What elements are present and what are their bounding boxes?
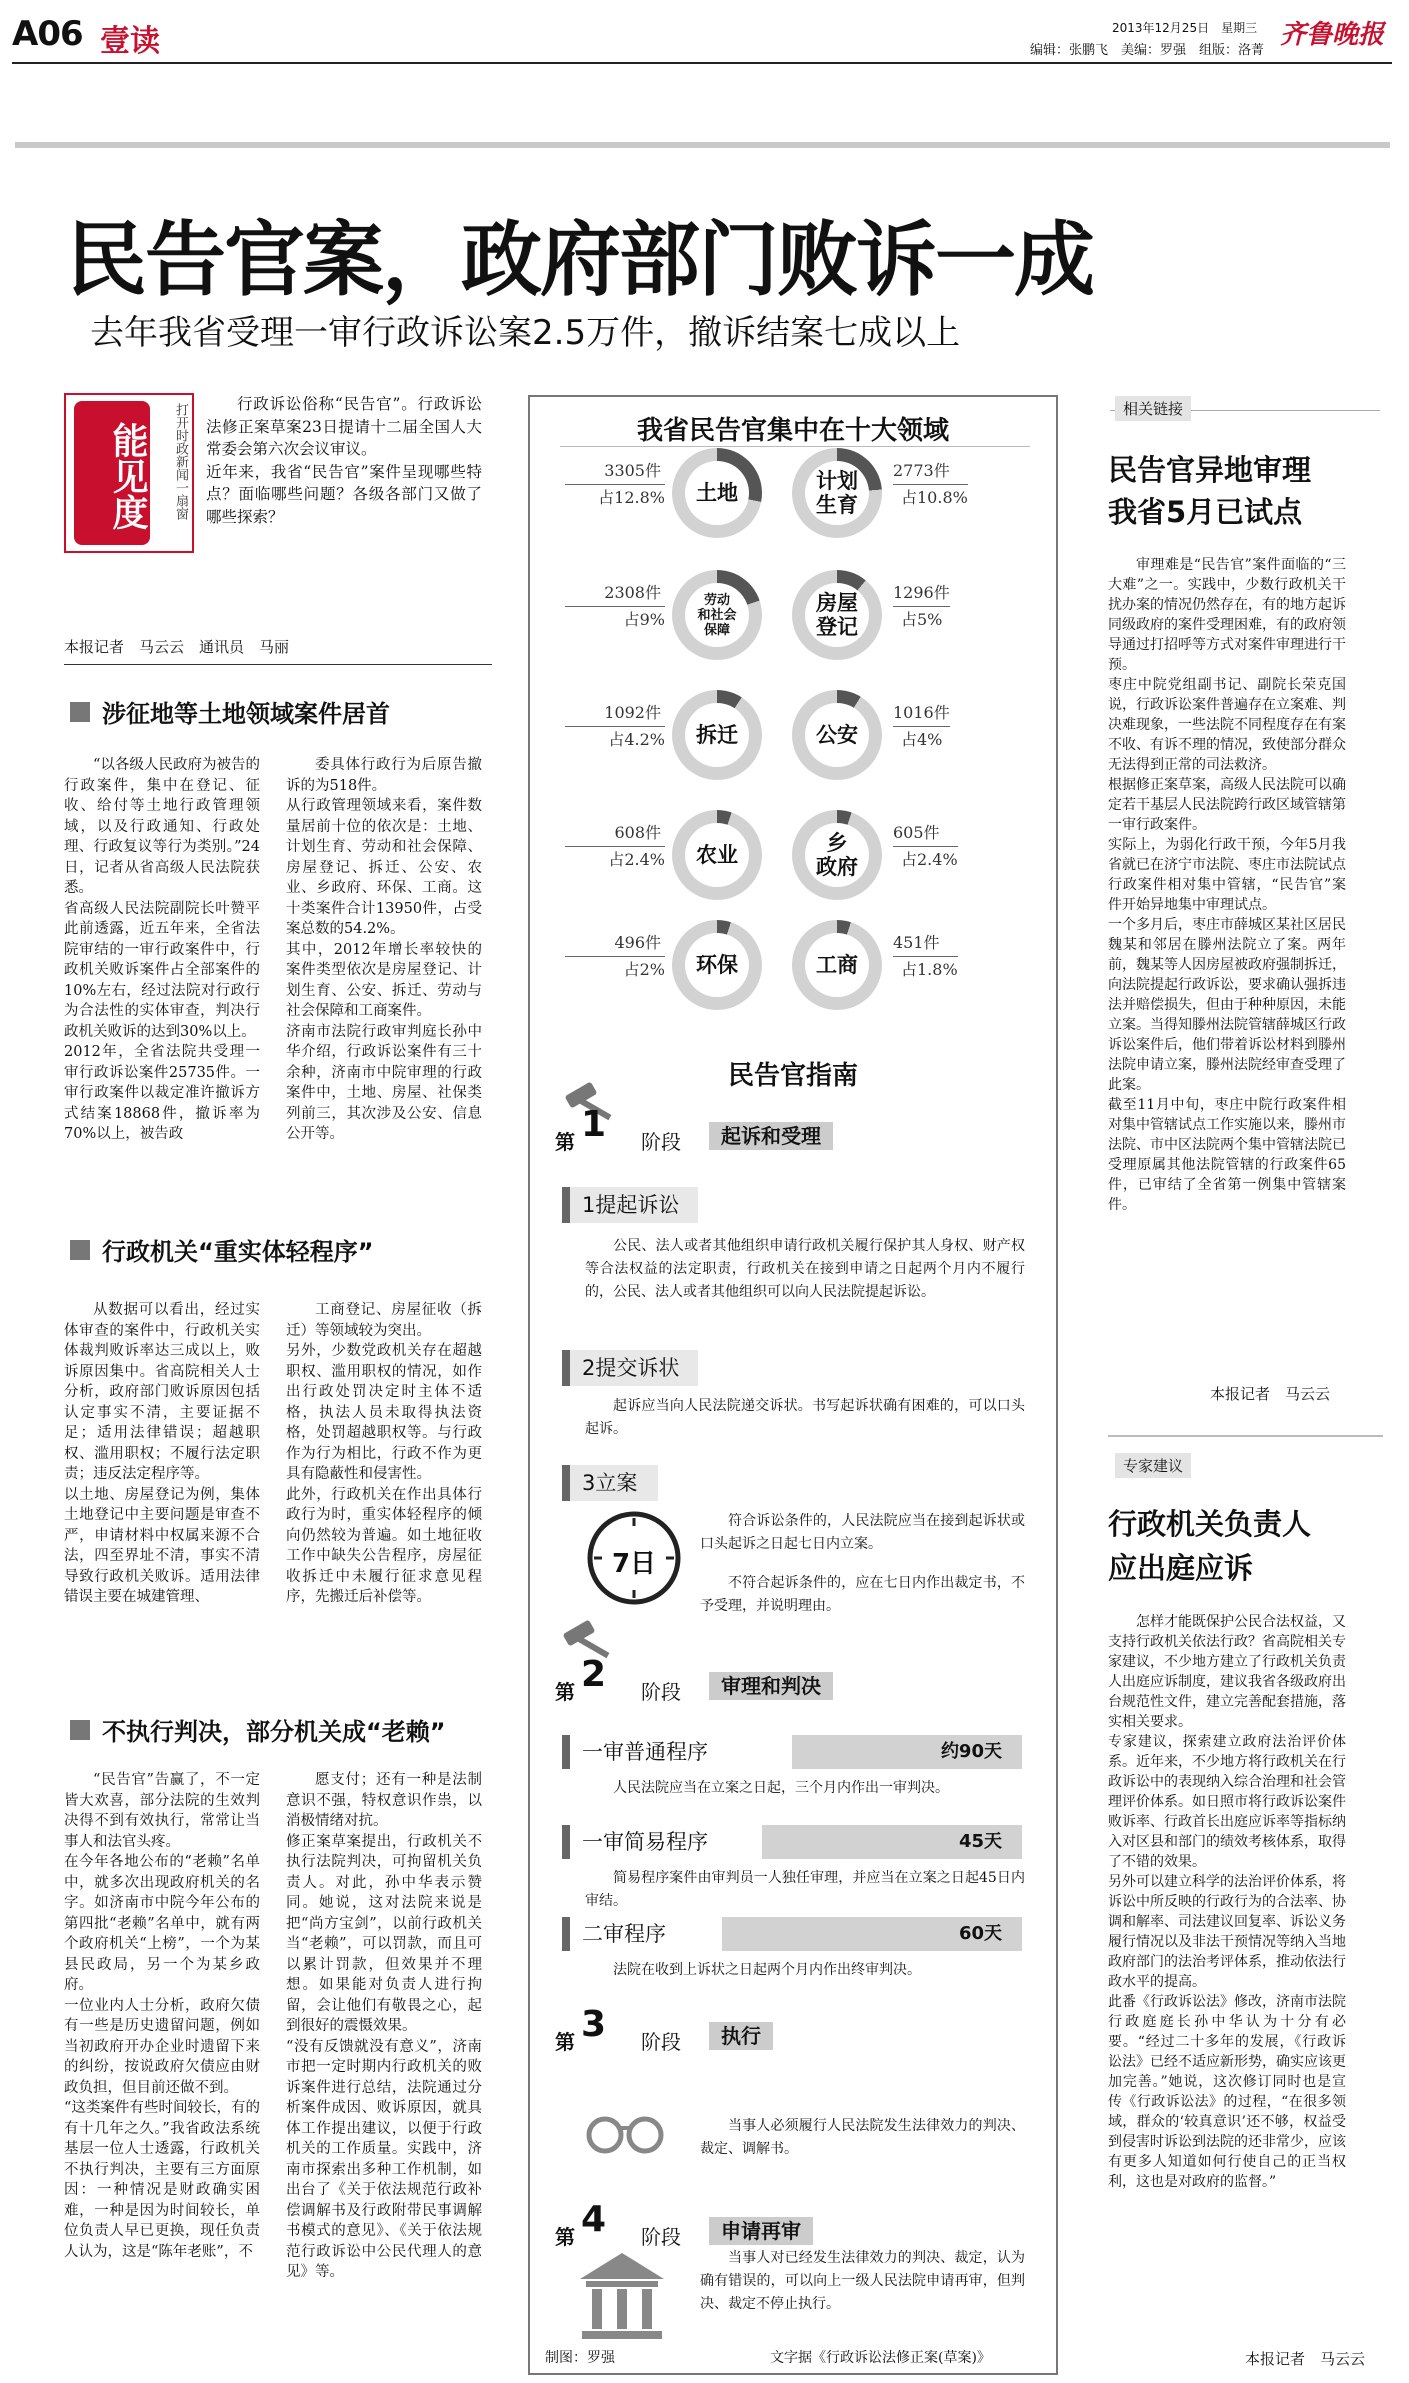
- field-stat-0: [565, 458, 665, 511]
- stage-4: [555, 2199, 1035, 2249]
- field-percent: 占9%: [623, 610, 665, 629]
- step-register-case: 3立案: [562, 1465, 658, 1501]
- clock-label: 7日: [611, 1549, 657, 1579]
- stage-name: 审理和判决: [709, 1672, 833, 1700]
- page-number: A06: [12, 14, 83, 54]
- trial-bar-2: [562, 1917, 1022, 1951]
- sidebar-divider: [1108, 1435, 1383, 1437]
- trial-duration: 60天: [958, 1923, 1002, 1944]
- column-logo: [64, 393, 194, 553]
- subheadline: 去年我省受理一审行政诉讼案2.5万件，撤诉结案七成以上: [90, 313, 961, 353]
- field-count: 2308件: [565, 580, 665, 607]
- field-percent: 占2%: [623, 960, 665, 979]
- trial-bar-0: [562, 1735, 1022, 1769]
- column-logo-side: 打开时政新闻一扇窗: [173, 403, 188, 520]
- trial-text-1: 简易程序案件由审判员一人独任审理，并应当在立案之日起45日内审结。: [585, 1870, 1025, 1909]
- section-heading-2: [70, 1232, 374, 1267]
- field-percent: 占10.8%: [901, 488, 968, 507]
- field-name: 环保: [685, 933, 749, 997]
- field-ring-6: [672, 810, 762, 900]
- header-credits: 编辑：张鹏飞 美编：罗强 组版：洛菁: [1030, 43, 1265, 58]
- section-title-1: 涉征地等土地领域案件居首: [102, 700, 390, 728]
- gavel-icon-2: [560, 1618, 620, 1668]
- stage-name: 起诉和受理: [709, 1122, 833, 1150]
- section2-col2: 工商登记、房屋征收（拆迁）等领域较为突出。 另外，少数党政机关存在超越职权、滥用职权的情况，如作出行政处罚决定时主体不适格，执法人员未取得执法资格，处罚超越职权等。与行政作为行为相比，行政不作为更具有隐蔽性和侵害性。 此外，行政机关在作出具体行政行为时，重实体轻程序的倾向仍然较为普遍。如土地征收工作中缺失公告程序，房屋征收拆迁中未履行征求意见程序，先搬迁后补偿等。: [286, 1302, 482, 1605]
- stage-1: [555, 1104, 1035, 1154]
- field-stat-4: [565, 700, 665, 753]
- stage-number: 1: [581, 1104, 607, 1145]
- step-submit-complaint: 2提交诉状: [562, 1350, 698, 1386]
- field-count: 496件: [565, 930, 665, 957]
- field-percent: 占1.8%: [901, 960, 958, 979]
- field-ring-8: [672, 920, 762, 1010]
- stage-di: 第: [555, 1130, 575, 1154]
- field-count: 2773件: [893, 458, 968, 485]
- step-submit-complaint-text: 起诉应当向人民法院递交诉状。书写起诉状确有困难的，可以口头起诉。: [585, 1398, 1025, 1437]
- sidebar1-title-2: 我省5月已试点: [1108, 495, 1303, 529]
- intro-text: 行政诉讼俗称“民告官”。行政诉讼法修正案草案23日提请十二届全国人大常委会第六次会议审议。 近年来，我省“民告官”案件呈现哪些特点？面临哪些问题？各级各部门又做了哪些探索？: [206, 395, 482, 526]
- field-ring-3: [792, 570, 882, 660]
- field-count: 608件: [565, 820, 665, 847]
- trial-text-0: 人民法院应当在立案之日起，三个月内作出一审判决。: [613, 1780, 949, 1796]
- stage-number: 2: [581, 1654, 607, 1695]
- field-stat-9: [893, 930, 958, 983]
- stage-number: 4: [581, 2199, 607, 2240]
- section3-col1: “民告官”告赢了，不一定皆大欢喜，部分法院的生效判决得不到有效执行，常常让当事人和法官头疼。 在今年各地公布的“老赖”名单中，就多次出现政府机关的名字。如济南市中院今年公布的第四批“老赖”名单中，就有两个政府机关“上榜”，一个为某县民政局，另一个为某乡政府。 一位业内人士分析，政府欠债有一些是历史遗留问题，例如当初政府开办企业时遗留下来的纠纷，按说政府欠债应由财政负担，但目前还做不到。 “这类案件有些时间较长，有的有十几年之久。”我省政法系统基层一位人士透露，行政机关不执行判决，主要有三方面原因：一种情况是财政确实困难，一种是因为时间较长，单位负责人早已更换，现任负责人认为，这是“陈年老账”，不: [64, 1772, 260, 2260]
- trial-name: 一审简易程序: [562, 1825, 762, 1859]
- column-logo-main: 能见度: [74, 401, 150, 545]
- section2-col1: 从数据可以看出，经过实体审查的案件中，行政机关实体裁判败诉率达三成以上，败诉原因集中。省高院相关人士分析，政府部门败诉原因包括认定事实不清，主要证据不足；适用法律错误；超越职权、滥用职权；不履行法定职责；违反法定程序等。 以土地、房屋登记为例，集体土地登记中主要问题是审查不严，申请材料中权属来源不合法，四至界址不清，事实不清导致行政机关败诉。适用法律错误主要在城建管理、: [64, 1302, 260, 1605]
- field-stat-2: [565, 580, 665, 633]
- stage-suffix: 阶段: [641, 2030, 681, 2054]
- retrial-text: 当事人对已经发生法律效力的判决、裁定，认为确有错误的，可以向上一级人民法院申请再审，但判决、裁定不停止执行。: [700, 2250, 1025, 2312]
- stage-name: 申请再审: [709, 2217, 813, 2245]
- section-title-3: 不执行判决，部分机关成“老赖”: [102, 1718, 446, 1746]
- section-marker-3: [70, 1720, 90, 1740]
- field-percent: 占2.4%: [608, 850, 665, 869]
- section-name: 壹读: [100, 24, 160, 59]
- sidebar1-tag: 相关链接: [1115, 396, 1191, 421]
- step-file-suit: 1提起诉讼: [562, 1187, 698, 1223]
- title-rule: [560, 446, 1030, 447]
- stage-di: 第: [555, 2030, 575, 2054]
- section1-col2: 委具体行政行为后原告撤诉的为518件。 从行政管理领域来看，案件数量居前十位的依次是：土地、计划生育、劳动和社会保障、房屋登记、拆迁、公安、农业、乡政府、环保、工商。这十类案件合计13950件，占受案总数的54.2%。 其中，2012年增长率较快的案件类型依次是房屋登记、计划生育、公安、拆迁、劳动与社会保障和工商案件。 济南市法院行政审判庭长孙中华介绍，行政诉讼案件有三十余种，济南市中院审理的行政案件中，土地、房屋、社保类列前三，其次涉及公安、信息公开等。: [286, 757, 482, 1142]
- sidebar2-title-2: 应出庭应诉: [1108, 1551, 1254, 1585]
- field-percent: 占2.4%: [901, 850, 958, 869]
- trial-duration: 约90天: [940, 1741, 1002, 1762]
- field-name: 劳动 和社会 保障: [685, 583, 749, 647]
- field-count: 1092件: [565, 700, 665, 727]
- section3-col2: 愿支付；还有一种是法制意识不强，特权意识作祟，以消极情绪对抗。 修正案草案提出，行政机关不执行法院判决，可拘留机关负责人。对此，孙中华表示赞同。她说，这对法院来说是把“尚方宝剑”，以前行政机关当“老赖”，可以罚款，而且可以累计罚款，但效果并不理想。如果能对负责人进行拘留，会让他们有敬畏之心，起到很好的震慑效果。 “没有反馈就没有意义”，济南市把一定时期内行政机关的败诉案件进行总结，法院通过分析案件成因、败诉原因，就具体工作提出建议，以便于行政机关的工作质量。实践中，济南市探索出多种工作机制，如出台了《关于依法规范行政补偿调解书及行政附带民事调解书模式的意见》、《关于依法规范行政诉讼中公民代理人的意见》等。: [286, 1772, 482, 2280]
- sidebar1-text: 审理难是“民告官”案件面临的“三大难”之一。实践中，少数行政机关干扰办案的情况仍然存在，有的地方起诉同级政府的案件受理困难，有的政府领导通过打招呼等方式对案件审理进行干预。 枣庄中院党组副书记、副院长荣克国说，行政诉讼案件普遍存在立案难、判决难现象，一些法院不同程度存在有案不收、有诉不理的情况，致使部分群众无法得到正常的司法救济。 根据修正案草案，高级人民法院可以确定若干基层人民法院跨行政区域管辖第一审行政案件。 实际上，为弱化行政干预，今年5月我省就已在济宁市法院、枣庄市法院试点行政案件相对集中管辖，“民告官”案件开始异地集中审理试点。 一个多月后，枣庄市薛城区某社区居民魏某和邻居在滕州法院立了案。两年前，魏某等人因房屋被政府强制拆迁，向法院提起行政诉讼，要求确认强拆违法并赔偿损失，但由于种种原因，未能立案。当得知滕州法院管辖薛城区行政诉讼案件后，他们带着诉讼材料到滕州法院申请立案，滕州法院经审查受理了此案。 截至11月中旬，枣庄中院行政案件相对集中管辖试点工作实施以来，滕州市法院、市中区法院两个集中管辖法院已受理原属其他法院管辖的行政案件65件，已审结了全省第一例集中管辖案件。: [1108, 557, 1346, 1213]
- field-name: 拆迁: [685, 703, 749, 767]
- field-name: 房屋 登记: [805, 583, 869, 647]
- field-stat-7: [893, 820, 958, 873]
- trial-bar-1: [562, 1825, 1022, 1859]
- stage-suffix: 阶段: [641, 2225, 681, 2249]
- infographic-title: 我省民告官集中在十大领域: [636, 416, 949, 446]
- top-divider: [15, 142, 1390, 148]
- sidebar2-tag: 专家建议: [1115, 1453, 1191, 1478]
- trial-text-2: 法院在收到上诉状之日起两个月内作出终审判决。: [613, 1962, 921, 1978]
- stage-number: 3: [581, 2004, 607, 2045]
- field-stat-8: [565, 930, 665, 983]
- field-ring-1: [792, 448, 882, 538]
- field-count: 1016件: [893, 700, 950, 727]
- field-stat-6: [565, 820, 665, 873]
- trial-duration: 45天: [958, 1831, 1002, 1852]
- field-count: 451件: [893, 930, 958, 957]
- stage-suffix: 阶段: [641, 1130, 681, 1154]
- handcuffs-icon: [580, 2100, 670, 2160]
- field-ring-9: [792, 920, 882, 1010]
- field-ring-0: [672, 448, 762, 538]
- execution-text: 当事人必须履行人民法院发生法律效力的判决、裁定、调解书。: [700, 2118, 1025, 2157]
- stage-2: [555, 1654, 1035, 1704]
- field-name: 计划 生育: [805, 461, 869, 525]
- byline-rule: [64, 664, 492, 665]
- field-stat-1: [893, 458, 968, 511]
- field-count: 3305件: [565, 458, 665, 485]
- header-rule: [12, 62, 1392, 64]
- step-file-suit-text: 公民、法人或者其他组织申请行政机关履行保护其人身权、财产权等合法权益的法定职责，行政机关在接到申请之日起两个月内不履行的，公民、法人或者其他组织可以向人民法院提起诉讼。: [585, 1238, 1025, 1300]
- credit-left: 制图：罗强: [545, 2350, 615, 2366]
- section-heading-1: [70, 694, 390, 729]
- field-name: 土地: [685, 461, 749, 525]
- headline: 民告官案，政府部门败诉一成: [66, 214, 1094, 308]
- step-register-reject-text: 不符合起诉条件的，应在七日内作出裁定书，不予受理，并说明理由。: [700, 1575, 1025, 1614]
- header-date: 2013年12月25日 星期三: [1112, 21, 1258, 35]
- field-count: 1296件: [893, 580, 950, 607]
- field-stat-3: [893, 580, 950, 633]
- stage-name: 执行: [709, 2022, 773, 2050]
- field-ring-5: [792, 690, 882, 780]
- section-marker-1: [70, 702, 90, 722]
- field-name: 乡 政府: [805, 823, 869, 887]
- trial-name: 二审程序: [562, 1917, 722, 1951]
- trial-name: 一审普通程序: [562, 1735, 792, 1769]
- sidebar2-title-1: 行政机关负责人: [1108, 1507, 1312, 1541]
- stage-3: [555, 2004, 1035, 2054]
- field-stat-5: [893, 700, 950, 753]
- credit-right: 文字据《行政诉讼法修正案(草案)》: [770, 2350, 991, 2366]
- field-name: 公安: [805, 703, 869, 767]
- stage-di: 第: [555, 2225, 575, 2249]
- field-percent: 占4%: [901, 730, 943, 749]
- field-percent: 占4.2%: [608, 730, 665, 749]
- section-marker-2: [70, 1240, 90, 1260]
- section1-col1: “以各级人民政府为被告的行政案件，集中在登记、征收、给付等土地行政管理领域，以及行政通知、行政处理、行政复议等行为类别。”24日，记者从省高级人民法院获悉。 省高级人民法院副院长叶赞平此前透露，近五年来，全省法院审结的一审行政案件中，行政机关败诉案件占全部案件的10%左右，经过法院对行政行为合法性的实体审查，判决行政机关败诉的达到30%以上。 2012年，全省法院共受理一审行政诉讼案件25735件。一审行政案件以裁定准许撤诉方式结案18868件，撤诉率为70%以上，被告政: [64, 757, 260, 1142]
- stage-suffix: 阶段: [641, 1680, 681, 1704]
- byline: 本报记者 马云云 通讯员 马丽: [64, 638, 290, 656]
- field-name: 农业: [685, 823, 749, 887]
- field-name: 工商: [805, 933, 869, 997]
- sidebar2-byline: 本报记者 马云云: [1245, 2350, 1366, 2368]
- field-ring-2: [672, 570, 762, 660]
- field-percent: 占5%: [901, 610, 943, 629]
- field-percent: 占12.8%: [598, 488, 665, 507]
- sidebar1-byline: 本报记者 马云云: [1210, 1385, 1331, 1403]
- stage-di: 第: [555, 1680, 575, 1704]
- section-title-2: 行政机关“重实体轻程序”: [102, 1238, 374, 1266]
- court-building-icon: [572, 2245, 672, 2345]
- sidebar1-title-1: 民告官异地审理: [1108, 453, 1312, 487]
- paper-logo: 齐鲁晚报: [1280, 20, 1385, 50]
- guide-title: 民告官指南: [727, 1061, 858, 1091]
- field-ring-7: [792, 810, 882, 900]
- field-count: 605件: [893, 820, 958, 847]
- section-heading-3: [70, 1712, 446, 1747]
- field-ring-4: [672, 690, 762, 780]
- step-register-accept-text: 符合诉讼条件的，人民法院应当在接到起诉状或口头起诉之日起七日内立案。: [700, 1513, 1025, 1552]
- sidebar2-text: 怎样才能既保护公民合法权益，又支持行政机关依法行政？省高院相关专家建议，不少地方建立了行政机关负责人出庭应诉制度，建议我省各级政府出台规范性文件，建立完善配套措施，落实相关要求。 专家建议，探索建立政府法治评价体系。近年来，不少地方将行政机关在行政诉讼中的表现纳入综合治理和社会管理评价体系。如日照市将行政诉讼案件败诉率、行政首长出庭应诉率等指标纳入对区县和部门的绩效考核体系，取得了不错的效果。 另外可以建立科学的法治评价体系，将诉讼中所反映的行政行为的合法率、协调和解率、司法建议回复率、诉讼义务履行情况以及非法干预情况等纳入当地政府部门的法治考评体系，推动依法行政水平的提高。 此番《行政诉讼法》修改，济南市法院行政庭庭长孙中华认为十分有必要。“经过二十多年的发展，《行政诉讼法》已经不适应新形势，确实应该更加完善。”她说，这次修订同时也是宣传《行政诉讼法》的过程，“在很多领域，群众的‘较真意识’还不够，权益受到侵害时诉讼到法院的还非常少，应该有更多人知道如何行使自己的正当权利，这也是对政府的监督。”: [1108, 1614, 1346, 2190]
